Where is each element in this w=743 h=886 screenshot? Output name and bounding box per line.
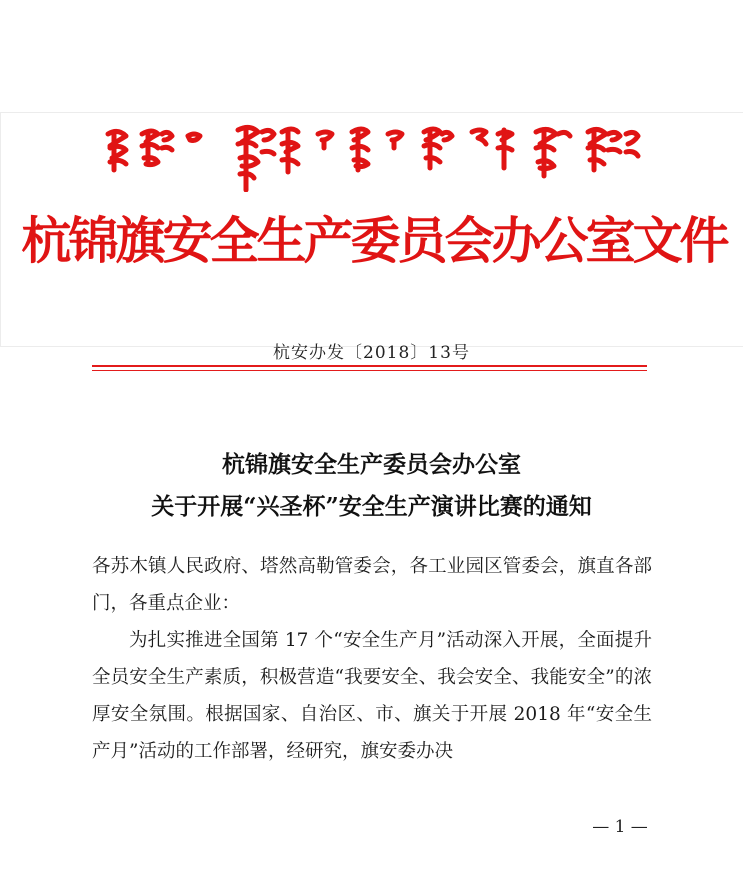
mongolian-masthead-script [96, 112, 656, 192]
notice-body [92, 548, 652, 770]
red-divider-thick [92, 365, 647, 367]
recipients-paragraph: 各苏木镇人民政府、塔然高勒管委会，各工业园区管委会，旗直各部门，各重点企业： [92, 556, 652, 614]
masthead-title: 杭锦旗安全生产委员会办公室文件 [21, 212, 727, 270]
page-number: — 1 — [592, 817, 648, 837]
red-divider-thin [92, 370, 647, 371]
document-number: 杭安办发〔2018〕13号 [273, 343, 470, 363]
body-paragraph: 为扎实推进全国第 17 个“安全生产月”活动深入开展，全面提升全员安全生产素质，积极营造“我要安全、我会安全、我能安全”的浓厚安全氛围。根据国家、自治区、市、旗关于开展 2018 年“安全生产月”活动的工作部署，经研究，旗安委办决 [92, 630, 652, 762]
notice-title-line1: 杭锦旗安全生产委员会办公室 [222, 451, 521, 478]
notice-title-line2: 关于开展“兴圣杯”安全生产演讲比赛的通知 [151, 493, 592, 520]
scan-frame-left [0, 112, 1, 347]
